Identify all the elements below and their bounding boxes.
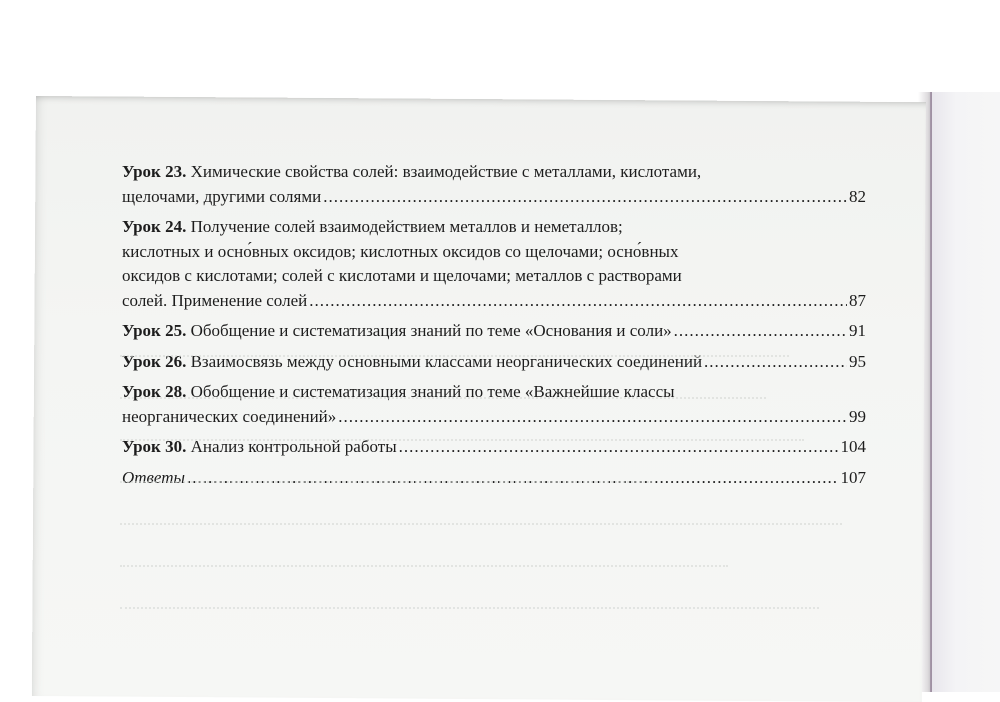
leader-dots — [399, 435, 839, 460]
toc-entry-lesson-28 — [122, 380, 866, 429]
toc-entry-text: Обобщение и систематизация знаний по теме «Важнейшие классы — [190, 382, 675, 401]
leader-dots — [674, 319, 847, 344]
toc-entry-line — [122, 264, 866, 289]
toc-entry-title: Анализ контрольной работы — [190, 437, 397, 456]
toc-entry-line — [122, 240, 866, 265]
toc-entry-text: щелочами, другими солями — [122, 186, 322, 206]
leader-dots — [187, 466, 838, 491]
toc-entry-last-line — [122, 185, 866, 210]
toc-entry-last-line — [122, 289, 866, 314]
page-number: 99 — [849, 406, 866, 426]
leader-dots — [704, 350, 847, 375]
toc-entry-lesson-26 — [122, 350, 866, 375]
toc-entry-text: Химические свойства солей: взаимодействие с металлами, кислотами, — [190, 162, 702, 181]
toc-entry-text: неорганических соединений» — [122, 406, 337, 426]
toc-entry-text: оксидов с кислотами; солей с кислотами и щелочами; металлов с растворами — [122, 266, 682, 285]
toc-entry-text — [122, 435, 397, 460]
page-number: 82 — [849, 186, 866, 206]
toc-entry-line — [122, 160, 866, 185]
toc-entry-text: Получение солей взаимодействием металлов и неметаллов; — [190, 217, 623, 236]
table-of-contents — [122, 160, 866, 496]
leader-dots — [323, 185, 847, 210]
toc-entry-answers — [122, 466, 866, 491]
lesson-number: Урок 28. — [122, 382, 187, 401]
toc-entry-line — [122, 380, 866, 405]
toc-entry-lesson-23 — [122, 160, 866, 209]
lesson-number: Урок 26. — [122, 351, 187, 371]
page-number: 91 — [849, 321, 866, 340]
toc-entry-line — [122, 215, 866, 240]
toc-entry-last-line — [122, 405, 866, 430]
lesson-number: Урок 24. — [122, 217, 187, 236]
leader-dots — [338, 405, 847, 430]
toc-entry-last-line — [122, 350, 866, 375]
lesson-number: Урок 30. — [122, 437, 187, 456]
page-number: 87 — [849, 290, 866, 310]
toc-entry-last-line — [122, 466, 866, 491]
toc-entry-lesson-25 — [122, 319, 866, 344]
toc-entry-text — [122, 350, 702, 375]
toc-entry-last-line — [122, 435, 866, 460]
page-number: 95 — [849, 351, 866, 371]
toc-entry-title: Взаимосвязь между основными классами неорганических соединений — [190, 351, 703, 371]
toc-entry-title: Обобщение и систематизация знаний по теме «Основания и соли» — [190, 321, 672, 340]
toc-entry-last-line — [122, 319, 866, 344]
lesson-number: Урок 23. — [122, 162, 187, 181]
right-page — [930, 92, 1000, 692]
page-number: 104 — [840, 437, 866, 456]
page-number: 107 — [840, 467, 866, 487]
toc-entry-text: Ответы — [122, 467, 186, 487]
toc-entry-text: солей. Применение солей — [122, 290, 308, 310]
toc-entry-text — [122, 319, 672, 344]
toc-entry-text: кислотных и осно́вных оксидов; кислотных оксидов со щелочами; осно́вных — [122, 241, 679, 261]
toc-entry-lesson-24 — [122, 215, 866, 313]
leader-dots — [309, 289, 847, 314]
toc-entry-lesson-30 — [122, 435, 866, 460]
lesson-number: Урок 25. — [122, 321, 187, 340]
